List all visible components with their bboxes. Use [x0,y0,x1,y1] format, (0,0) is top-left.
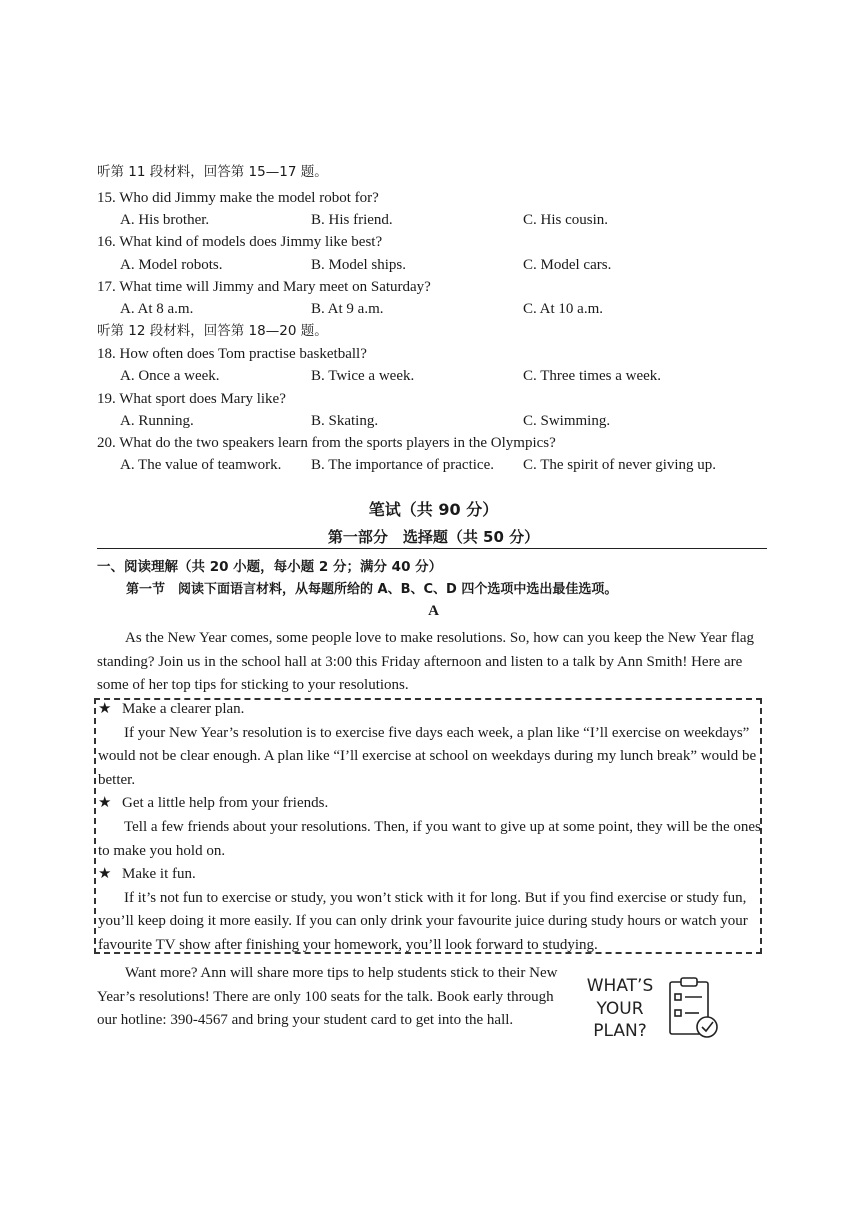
star-icon: ★ [98,795,112,812]
passage-letter: A [428,603,439,619]
option-20-a: A. The value of teamwork. [120,457,282,473]
passage-closing-text: Want more? Ann will share more tips to help students stick to their New Year’s resolutions! There are only 100 seats for the talk. Book early through our hotline: 390-4567 and bring your student card to get into the hall. [97,965,558,1029]
section-divider [97,548,767,549]
option-19-a: A. Running. [120,413,194,429]
option-19-b: B. Skating. [311,413,379,429]
tip-heading: Make a clearer plan. [122,701,245,717]
reading-section-heading: 一、阅读理解（共 20 小题，每小题 2 分；满分 40 分） [97,559,443,575]
whats-your-plan-illustration [582,972,732,1046]
tip-heading: Get a little help from your friends. [122,795,329,812]
tip-body: If your New Year’s resolution is to exercise five days each week, a plan like “I’ll exercise on weekdays” would not be clear enough. A plan like “I’ll exercise at school on weekdays during my lunch break” would be better. [98,724,757,788]
clipboard-checklist-icon [670,978,717,1037]
star-icon: ★ [98,701,112,717]
option-17-b: B. At 9 a.m. [311,301,384,317]
option-17-a: A. At 8 a.m. [120,301,194,317]
part-one-title: 第一部分 选择题（共 50 分） [327,528,540,546]
option-16-b: B. Model ships. [311,257,407,273]
listening-section-11-instruction: 听第 11 段材料，回答第 15—17 题。 [97,164,328,180]
option-17-c: C. At 10 a.m. [523,301,604,317]
option-16-c: C. Model cars. [523,257,612,273]
tips-list [98,698,762,958]
art-text-line-2: YOUR [596,999,644,1019]
tip-item [98,863,762,957]
question-19: 19. What sport does Mary like? [97,391,286,407]
listening-section-12-instruction: 听第 12 段材料，回答第 18—20 题。 [97,323,328,339]
art-text-line-3: PLAN? [593,1021,647,1041]
question-16: 16. What kind of models does Jimmy like best? [97,234,383,250]
question-18: 18. How often does Tom practise basketball? [97,346,367,362]
tip-item [98,698,762,792]
passage-closing [97,962,563,1033]
tip-body: If it’s not fun to exercise or study, you won’t stick with it for long. But if you find exercise or study fun, you’ll keep doing it more easily. If you can only drink your favourite juice during study hours or watch your favourite TV show after finishing your homework, you’ll look forward to studying. [98,889,748,953]
option-18-a: A. Once a week. [120,368,220,384]
question-15: 15. Who did Jimmy make the model robot for? [97,190,379,206]
written-test-title: 笔试（共 90 分） [368,500,499,519]
question-17: 17. What time will Jimmy and Mary meet on Saturday? [97,279,431,295]
tip-item [98,792,762,863]
passage-intro [97,627,763,698]
option-19-c: C. Swimming. [523,413,611,429]
option-18-c: C. Three times a week. [523,368,662,384]
reading-subsection-instruction: 第一节 阅读下面语言材料，从每题所给的 A、B、C、D 四个选项中选出最佳选项。 [126,582,618,597]
art-text-line-1: WHAT’S [586,976,654,996]
option-20-b: B. The importance of practice. [311,457,494,473]
option-15-a: A. His brother. [120,212,210,228]
option-15-b: B. His friend. [311,212,393,228]
star-icon: ★ [98,866,112,883]
option-18-b: B. Twice a week. [311,368,415,384]
passage-intro-text: As the New Year comes, some people love to make resolutions. So, how can you keep the New Year flag standing? Join us in the school hall at 3:00 this Friday afternoon and listen to a talk by Ann Smith! Here are some of her top tips for sticking to your resolutions. [97,630,755,694]
option-20-c: C. The spirit of never giving up. [523,457,717,473]
question-20: 20. What do the two speakers learn from the sports players in the Olympics? [97,435,556,451]
option-15-c: C. His cousin. [523,212,609,228]
plan-lettering [587,976,653,1041]
option-16-a: A. Model robots. [120,257,223,273]
tip-body: Tell a few friends about your resolutions. Then, if you want to give up at some point, they will be the ones to make you hold on. [98,818,761,859]
tip-heading: Make it fun. [122,866,196,883]
